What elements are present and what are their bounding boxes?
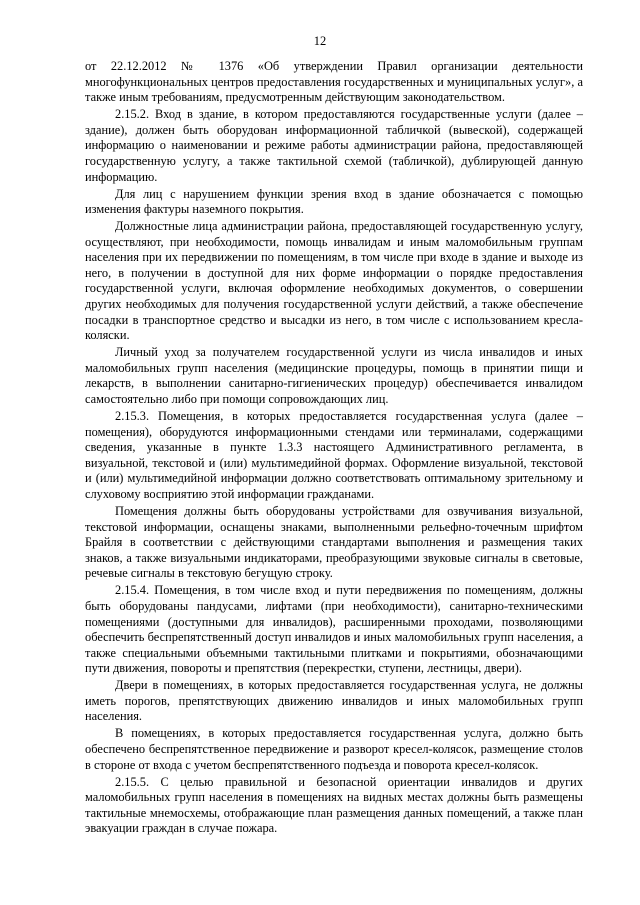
paragraph: Личный уход за получателем государственной услуги из числа инвалидов и иных маломобильных групп населения (медицинские процедуры, помощь в принятии пищи и лекарств, в выполнении санитарно-гигиенических процедур) обеспечивается инвалидом самостоятельно либо при помощи сопровождающих лиц. — [85, 345, 583, 407]
paragraph: Для лиц с нарушением функции зрения вход в здание обозначается с помощью изменения фактуры наземного покрытия. — [85, 186, 583, 217]
page-number: 12 — [313, 34, 327, 48]
document-body — [85, 59, 583, 838]
paragraph: Двери в помещениях, в которых предоставляется государственная услуга, не должны иметь порогов, препятствующих движению инвалидов и иных маломобильных групп населения. — [85, 678, 583, 724]
paragraph: 2.15.3. Помещения, в которых предоставляется государственная услуга (далее – помещения), оборудуются информационными стендами или терминалами, содержащими сведения, указанные в пункте 1.3.3 настоящего Административного регламента, в визуальной, текстовой и (или) мультимедийной формах. Оформление визуальной, текстовой и (или) мультимедийной информации должно соответствовать оптимальному зрительному и слуховому восприятию этой информации гражданами. — [85, 409, 583, 501]
paragraph: от 22.12.2012 № 1376 «Об утверждении Правил организации деятельности многофункциональных центров предоставления государственных и муниципальных услуг», а также иным требованиям, предусмотренным действующим законодательством. — [85, 59, 583, 105]
paragraph: Должностные лица администрации района, предоставляющей государственную услугу, осуществляют, при необходимости, помощь инвалидам и иным маломобильным группам населения при их передвижении по помещениям, в том числе при входе в здание и выходе из него, в получении в доступной для них форме информации о порядке предоставления государственной услуги, включая оформление необходимых документов, о совершении других необходимых для получения государственной услуги действий, а также обеспечение посадки в транспортное средство и высадки из него, в том числе с использованием кресла-коляски. — [85, 219, 583, 343]
paragraph: 2.15.5. С целью правильной и безопасной ориентации инвалидов и других маломобильных групп населения в помещениях на видных местах должны быть размещены тактильные мнемосхемы, отображающие план размещения данных помещений, а также план эвакуации граждан в случае пожара. — [85, 774, 583, 836]
paragraph: Помещения должны быть оборудованы устройствами для озвучивания визуальной, текстовой информации, оснащены знаками, выполненными рельефно-точечным шрифтом Брайля в соответствии с действующими стандартами выполнения и размещения таких знаков, а также визуальными индикаторами, преобразующими звуковые сигналы в световые, речевые сигналы в текстовую бегущую строку. — [85, 503, 583, 581]
paragraph: 2.15.4. Помещения, в том числе вход и пути передвижения по помещениям, должны быть оборудованы пандусами, лифтами (при необходимости), санитарно-техническими помещениями (доступными для инвалидов), расширенными проходами, позволяющими обеспечить беспрепятственный доступ инвалидов и иных маломобильных групп населения, а также специальными объемными тактильными плитками и покрытиями, обозначающими пути движения, повороты и препятствия (перекрестки, ступени, лестницы, двери). — [85, 583, 583, 676]
paragraph: 2.15.2. Вход в здание, в котором предоставляются государственные услуги (далее – здание), должен быть оборудован информационной табличкой (вывеской), содержащей информацию о наименовании и режиме работы администрации района, предоставляющей государственную услугу, а также тактильной схемой (табличкой), дублирующей данную информацию. — [85, 107, 583, 184]
paragraph: В помещениях, в которых предоставляется государственная услуга, должно быть обеспечено беспрепятственное передвижение и разворот кресел-колясок, размещение столов в стороне от входа с учетом беспрепятственного подъезда и поворота кресел-колясок. — [85, 726, 583, 772]
